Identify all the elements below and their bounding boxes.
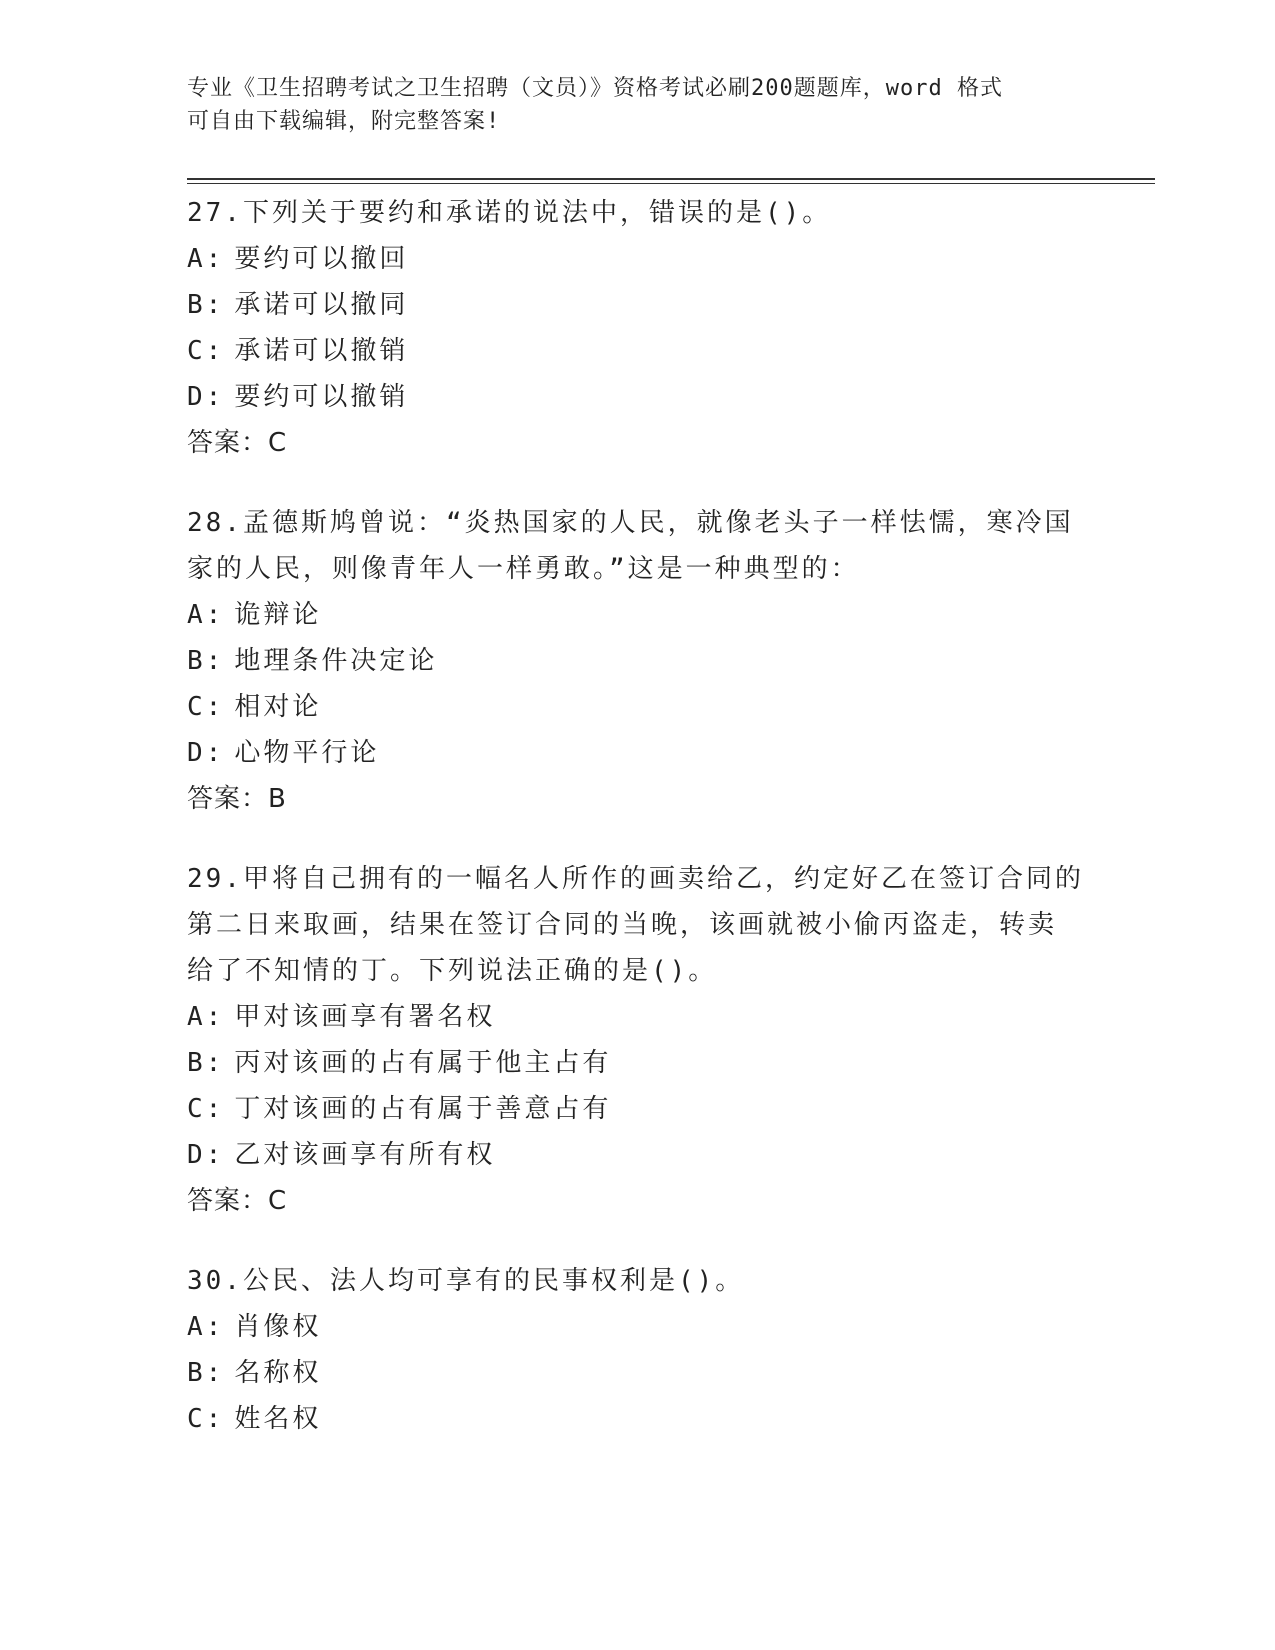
option-d [187, 374, 1087, 420]
option-text: 姓名权 [234, 1404, 322, 1434]
option-key: C: [187, 692, 225, 722]
question-stem: 家的人民，则像青年人一样勇敢。”这是一种典型的： [187, 554, 860, 584]
option-key: C: [187, 336, 225, 366]
option-a [187, 592, 1087, 638]
option-key: B: [187, 290, 225, 320]
option-text: 丙对该画的占有属于他主占有 [234, 1048, 612, 1078]
option-text: 地理条件决定论 [234, 646, 438, 676]
option-d [187, 730, 1087, 776]
question-stem: 28.孟德斯鸠曾说：“炎热国家的人民，就像老头子一样怯懦，寒冷国 [187, 508, 1074, 538]
option-a [187, 236, 1087, 282]
option-b [187, 282, 1087, 328]
option-key: D: [187, 738, 225, 768]
answer-line: 答案：B [187, 784, 287, 814]
option-text: 承诺可以撤销 [234, 336, 409, 366]
question-stem: 给了不知情的丁。下列说法正确的是()。 [187, 956, 718, 986]
option-text: 承诺可以撤同 [234, 290, 409, 320]
header-line-1: 专业《卫生招聘考试之卫生招聘（文员）》资格考试必刷200题题库，word 格式 [187, 76, 1003, 101]
option-key: A: [187, 600, 225, 630]
option-text: 肖像权 [234, 1312, 322, 1342]
option-key: C: [187, 1404, 225, 1434]
option-key: B: [187, 1048, 225, 1078]
option-c [187, 684, 1087, 730]
question-28 [187, 500, 1087, 822]
option-d [187, 1132, 1087, 1178]
option-a [187, 1304, 1087, 1350]
option-text: 心物平行论 [234, 738, 380, 768]
option-key: D: [187, 382, 225, 412]
question-stem: 27.下列关于要约和承诺的说法中，错误的是()。 [187, 198, 832, 228]
option-b [187, 1040, 1087, 1086]
option-key: B: [187, 1358, 225, 1388]
option-key: A: [187, 1312, 225, 1342]
option-key: B: [187, 646, 225, 676]
option-key: D: [187, 1140, 225, 1170]
question-stem: 第二日来取画，结果在签订合同的当晚，该画就被小偷丙盗走，转卖 [187, 910, 1058, 940]
option-b [187, 638, 1087, 684]
option-text: 乙对该画享有所有权 [234, 1140, 496, 1170]
document-header [187, 72, 1087, 138]
option-text: 丁对该画的占有属于善意占有 [234, 1094, 612, 1124]
option-text: 要约可以撤销 [234, 382, 409, 412]
option-c [187, 328, 1087, 374]
option-a [187, 994, 1087, 1040]
answer-line: 答案：C [187, 428, 288, 458]
header-divider-thick [187, 178, 1155, 180]
option-text: 名称权 [234, 1358, 322, 1388]
header-line-2: 可自由下载编辑，附完整答案! [187, 109, 501, 134]
option-text: 相对论 [234, 692, 322, 722]
header-divider-thin [187, 183, 1155, 184]
option-key: A: [187, 244, 225, 274]
option-text: 诡辩论 [234, 600, 322, 630]
question-27 [187, 190, 1087, 466]
question-stem: 29.甲将自己拥有的一幅名人所作的画卖给乙，约定好乙在签订合同的 [187, 864, 1084, 894]
option-key: A: [187, 1002, 225, 1032]
option-text: 要约可以撤回 [234, 244, 409, 274]
question-29 [187, 856, 1087, 1224]
option-b [187, 1350, 1087, 1396]
question-list [187, 190, 1087, 1476]
question-stem: 30.公民、法人均可享有的民事权利是()。 [187, 1266, 745, 1296]
answer-line: 答案：C [187, 1186, 288, 1216]
question-30 [187, 1258, 1087, 1442]
option-text: 甲对该画享有署名权 [234, 1002, 496, 1032]
option-c [187, 1086, 1087, 1132]
option-c [187, 1396, 1087, 1442]
option-key: C: [187, 1094, 225, 1124]
